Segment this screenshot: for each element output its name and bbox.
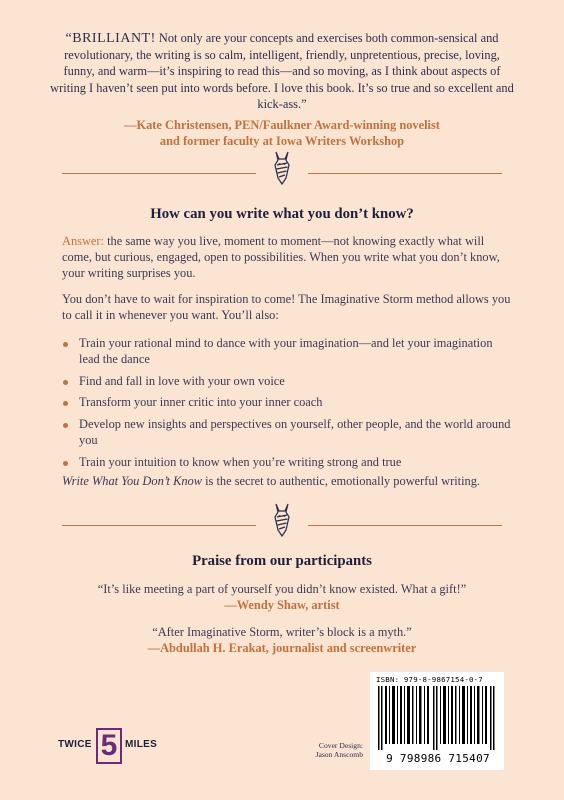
praise-text: “It’s like meeting a part of yourself you didn’t know existed. What a gift!”	[97, 582, 467, 596]
review-body: Not only are your concepts and exercises both common-sensical and revolutionary, the writing is so calm, intelligent, friendly, unpretentious, precise, loving, funny, and warm—it’s inspiring to read this—and so moving, as I think about aspects of writing I haven’t seen put into words before. I love this book. It’s so true and so excellent and kick-ass.”	[50, 31, 514, 111]
closing-paragraph	[62, 474, 514, 490]
praise-attribution: —Abdullah H. Erakat, journalist and screenwriter	[147, 640, 417, 655]
publisher-number-box	[96, 728, 122, 764]
praise-quote-2	[50, 625, 514, 656]
credit-line1: Cover Design:	[318, 741, 363, 750]
section-heading-write: How can you write what you don’t know?	[150, 206, 414, 222]
publisher-number: 5	[100, 729, 118, 762]
cover-design-credit	[283, 741, 363, 759]
review-attribution-line1: —Kate Christensen, PEN/Faulkner Award-winning novelist	[124, 118, 440, 132]
barcode-bars	[378, 686, 496, 750]
isbn-barcode	[370, 672, 504, 770]
review-attribution	[50, 117, 514, 149]
publisher-word1: TWICE	[58, 739, 92, 750]
divider-line-right	[308, 173, 502, 174]
list-item: Transform your inner critic into your inner coach	[62, 395, 514, 411]
answer-label: Answer:	[62, 234, 104, 248]
zebra-head-icon	[268, 502, 296, 538]
divider-bottom	[62, 502, 502, 538]
divider-top	[62, 150, 502, 186]
section-heading-praise: Praise from our participants	[192, 553, 372, 569]
answer-paragraph	[62, 234, 514, 281]
credit-line2: Jason Anscomb	[315, 750, 363, 759]
list-item: Develop new insights and perspectives on yourself, other people, and the world around you	[62, 417, 514, 449]
divider-line-right	[308, 525, 502, 526]
review-attribution-line2: and former faculty at Iowa Writers Workshop	[159, 134, 405, 148]
review-quote	[50, 30, 514, 112]
intro-paragraph: You don’t have to wait for inspiration to come! The Imaginative Storm method allows you to call it in whenever you want. You’ll also:	[62, 292, 511, 322]
barcode-digits: 9 798986 715407	[386, 752, 490, 765]
list-item: Train your rational mind to dance with your imagination—and let your imagination lead the dance	[62, 336, 514, 368]
benefits-list	[62, 336, 514, 477]
publisher-logo	[58, 726, 168, 770]
praise-attribution: —Wendy Shaw, artist	[224, 597, 340, 612]
review-lead: “BRILLIANT!	[65, 31, 156, 46]
closing-text: is the secret to authentic, emotionally powerful writing.	[202, 474, 481, 488]
answer-text: the same way you live, moment to moment—not knowing exactly what will come, but curious, engaged, open to possibilities. When you write what you don’t know, your writing surprises you.	[62, 234, 500, 280]
list-item: Train your intuition to know when you’re writing strong and true	[62, 455, 514, 471]
list-item: Find and fall in love with your own voice	[62, 374, 514, 390]
divider-line-left	[62, 173, 256, 174]
publisher-word2: MILES	[125, 739, 158, 750]
praise-text: “After Imaginative Storm, writer’s block is a myth.”	[152, 625, 412, 639]
zebra-head-icon	[268, 150, 296, 186]
divider-line-left	[62, 525, 256, 526]
isbn-label: ISBN: 979-8-9867154-0-7	[376, 675, 483, 684]
praise-quote-1	[50, 582, 514, 613]
book-title: Write What You Don’t Know	[62, 474, 202, 488]
